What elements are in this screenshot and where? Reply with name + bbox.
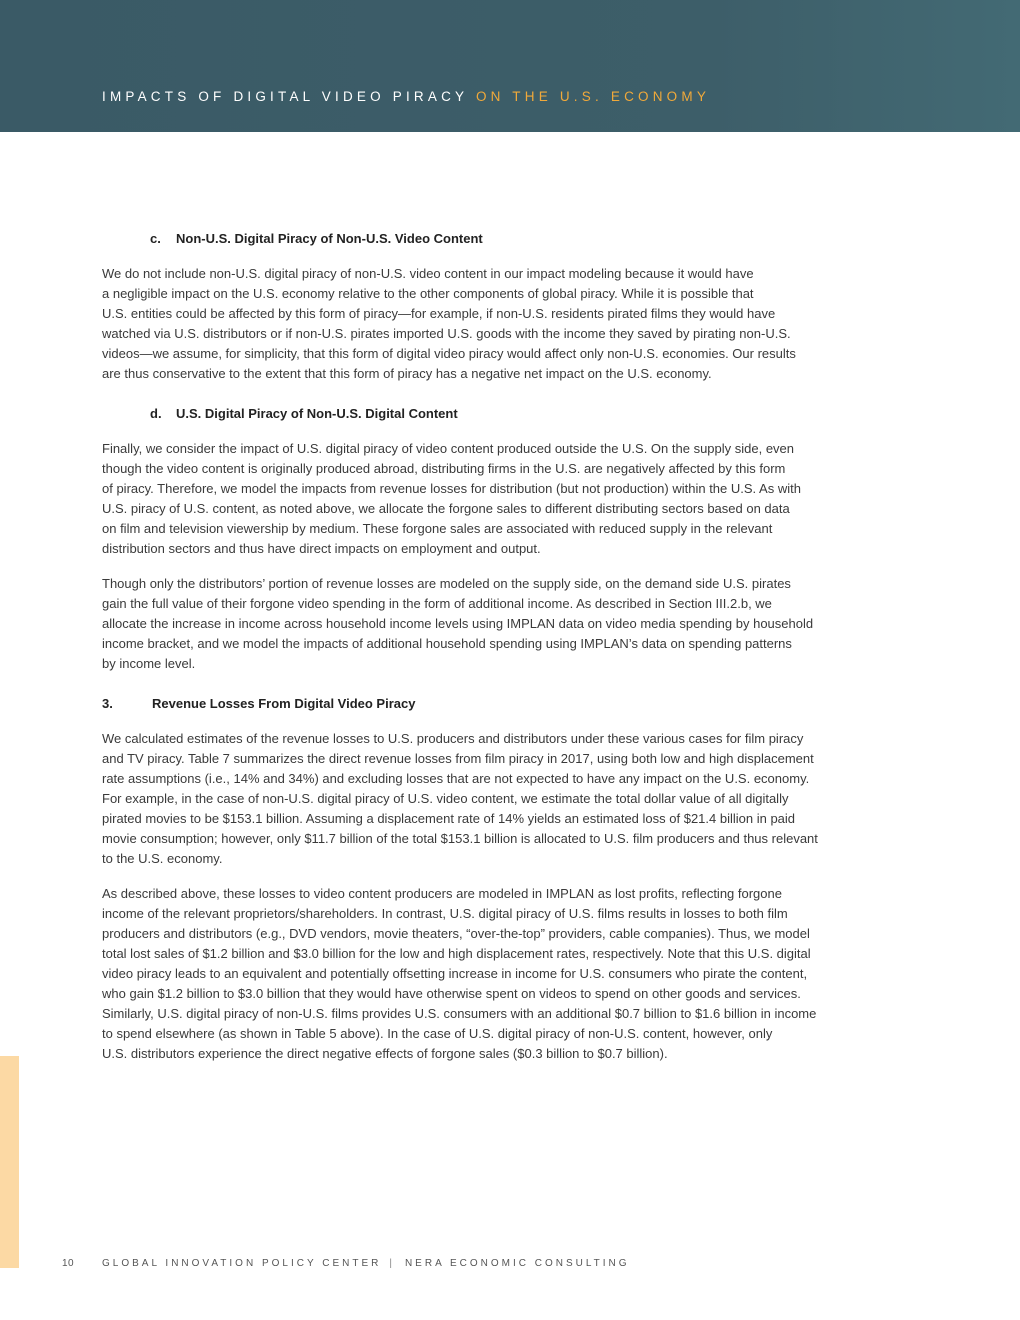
page-footer (62, 1258, 630, 1269)
section-3-heading (102, 694, 918, 714)
section-c-paragraph-1: We do not include non-U.S. digital piracy of non-U.S. video content in our impact modeling because it would have a negligible impact on the U.S. economy relative to the other components of global piracy. While it is possible that U.S. entities could be affected by this form of piracy—for example, if non-U.S. residents pirated films they would have watched via U.S. distributors or if non-U.S. pirates imported U.S. goods with the income they saved by pirating non-U.S. videos—we assume, for simplicity, that this form of digital video piracy would affect only non-U.S. economies. Our results are thus conservative to the extent that this form of piracy has a negative net impact on the U.S. economy. (102, 266, 796, 381)
section-d-heading (102, 404, 918, 424)
section-d-paragraph-1: Finally, we consider the impact of U.S. digital piracy of video content produced outside the U.S. On the supply side, even though the video content is originally produced abroad, distributing firms in the U.S. are negatively affected by this form of piracy. Therefore, we model the impacts from revenue losses for distribution (but not production) within the U.S. As with U.S. piracy of U.S. content, as noted above, we allocate the forgone sales to different distributing sectors based on data on film and television viewership by medium. These forgone sales are associated with reduced supply in the relevant distribution sectors and thus have direct impacts on employment and output. (102, 441, 801, 556)
section-c-marker: c. (150, 231, 161, 246)
footer-right-org: NERA ECONOMIC CONSULTING (404, 1258, 630, 1269)
section-3-paragraph-2: As described above, these losses to video content producers are modeled in IMPLAN as lost profits, reflecting forgone income of the relevant proprietors/shareholders. In contrast, U.S. digital piracy of U.S. films results in losses to both film producers and distributors (e.g., DVD vendors, movie theaters, “over-the-top” providers, cable companies). Thus, we model total lost sales of $1.2 billion and $3.0 billion for the low and high displacement rates, respectively. Note that this U.S. digital video piracy leads to an equivalent and potentially offsetting increase in income for U.S. consumers who pirate the content, who gain $1.2 billion to $3.0 billion that they would have otherwise spent on videos to spend on other goods and services. Similarly, U.S. digital piracy of non-U.S. films provides U.S. consumers with an additional $0.7 billion to $1.6 billion in income to spend elsewhere (as shown in Table 5 above). In the case of U.S. digital piracy of non-U.S. content, however, only U.S. distributors experience the direct negative effects of forgone sales ($0.3 billion to $0.7 billion). (102, 886, 817, 1061)
section-d-paragraph-2: Though only the distributors’ portion of revenue losses are modeled on the supply side, on the demand side U.S. pirates gain the full value of their forgone video spending in the form of additional income. As described in Section III.2.b, we allocate the increase in income across household income levels using IMPLAN data on video media spending by household income bracket, and we model the impacts of additional household spending using IMPLAN’s data on spending patterns by income level. (102, 576, 814, 671)
header-title-main: IMPACTS OF DIGITAL VIDEO PIRACY (102, 89, 468, 104)
header-band (0, 0, 1020, 132)
side-accent-bar (0, 1056, 19, 1268)
section-3-paragraph-1: We calculated estimates of the revenue losses to U.S. producers and distributors under these various cases for film piracy and TV piracy. Table 7 summarizes the direct revenue losses from film piracy in 2017, using both low and high displacement rate assumptions (i.e., 14% and 34%) and excluding losses that are not expected to have any impact on the U.S. economy. For example, in the case of non-U.S. digital piracy of U.S. video content, we estimate the total dollar value of all digitally pirated movies to be $153.1 billion. Assuming a displacement rate of 14% yields an estimated loss of $21.4 billion in paid movie consumption; however, only $11.7 billion of the total $153.1 billion is allocated to U.S. film producers and thus relevant to the U.S. economy. (102, 731, 818, 866)
main-content (102, 229, 918, 1064)
section-3-marker: 3. (102, 696, 113, 711)
section-d-title: U.S. Digital Piracy of Non-U.S. Digital Content (176, 406, 458, 421)
page-number: 10 (62, 1258, 75, 1269)
section-d-marker: d. (150, 406, 162, 421)
footer-separator: | (389, 1258, 395, 1269)
section-3-title: Revenue Losses From Digital Video Piracy (152, 696, 416, 711)
header-title-accent: ON THE U.S. ECONOMY (475, 89, 711, 104)
footer-left-org: GLOBAL INNOVATION POLICY CENTER (102, 1258, 382, 1269)
section-c-heading (102, 229, 918, 249)
header-title (102, 89, 710, 104)
section-c-title: Non-U.S. Digital Piracy of Non-U.S. Video Content (176, 231, 483, 246)
